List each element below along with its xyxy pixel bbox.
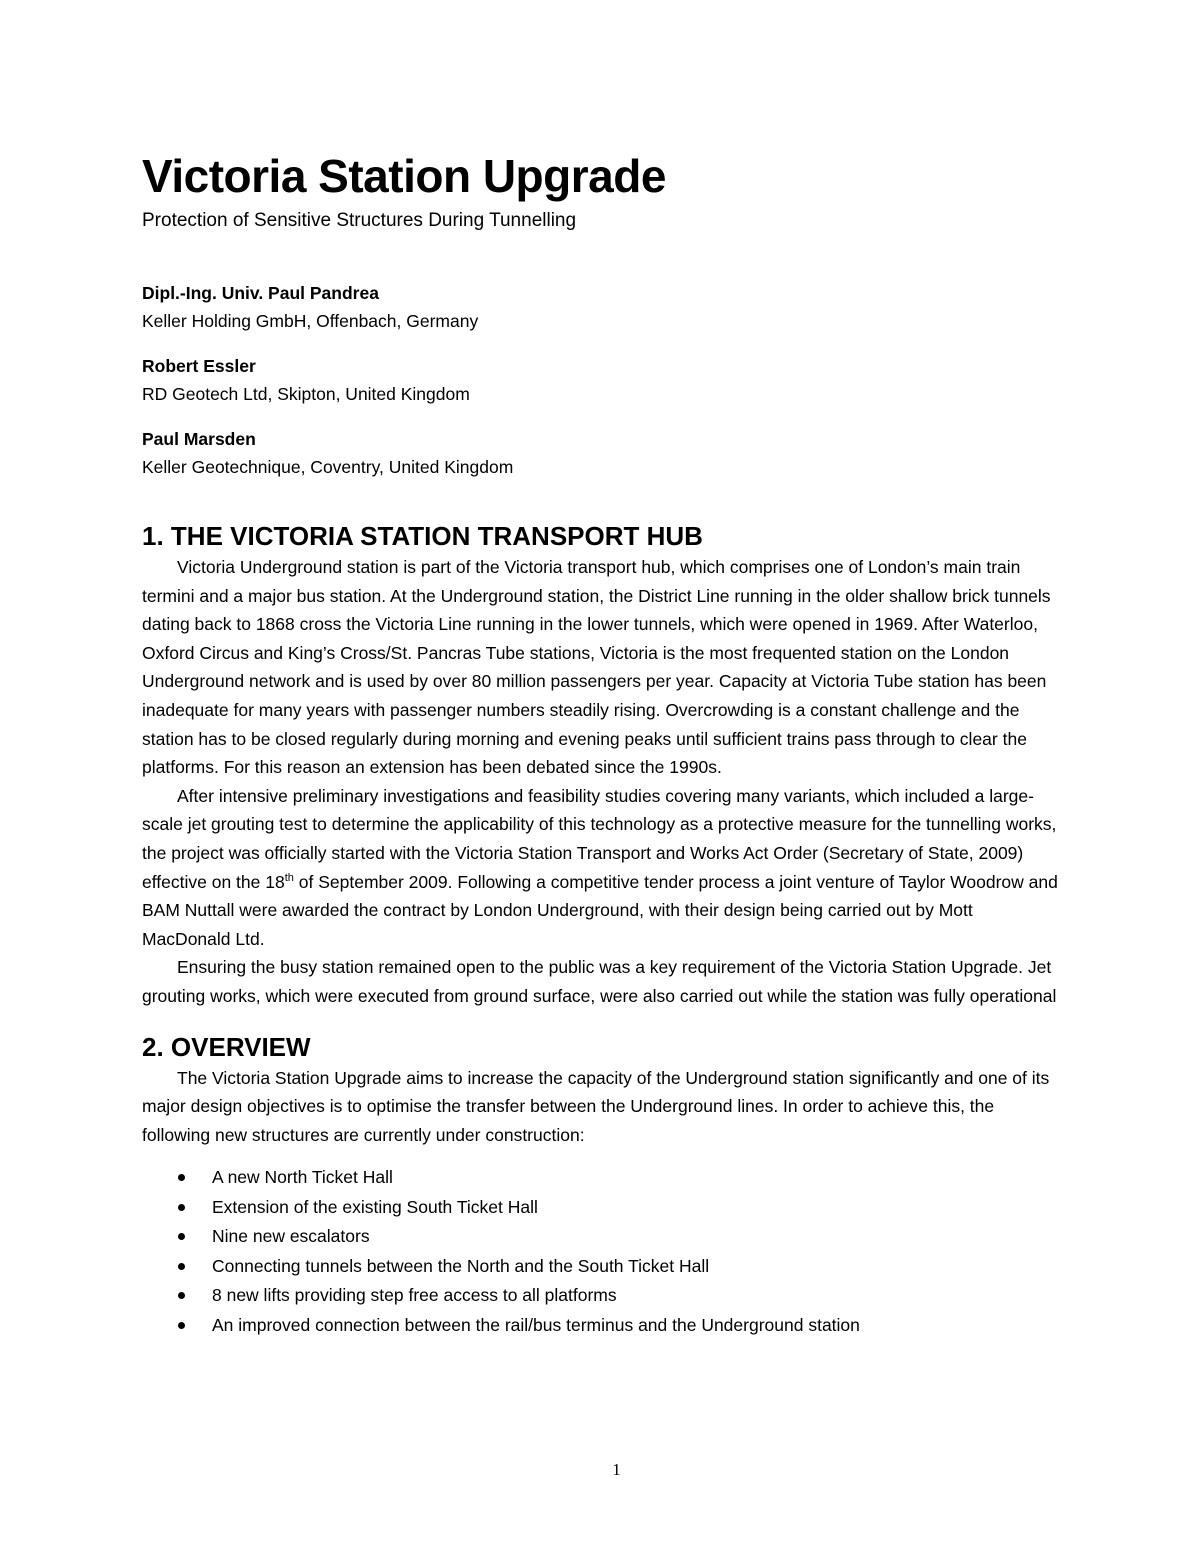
bullet-list <box>142 1163 1062 1340</box>
list-item <box>142 1222 1062 1252</box>
author-block <box>142 279 1062 335</box>
list-item-text: An improved connection between the rail/bus terminus and the Underground station <box>212 1314 860 1335</box>
list-item <box>142 1193 1062 1223</box>
superscript: th <box>284 871 294 884</box>
bullet-icon <box>178 1204 185 1211</box>
author-affiliation: Keller Holding GmbH, Offenbach, Germany <box>142 311 479 331</box>
list-item-text: 8 new lifts providing step free access to all platforms <box>212 1285 617 1306</box>
author-affiliation: RD Geotech Ltd, Skipton, United Kingdom <box>142 384 470 404</box>
paragraph: The Victoria Station Upgrade aims to increase the capacity of the Underground station significantly and one of its major design objectives is to optimise the transfer between the Underground lines. In order to achieve this, the following new structures are currently under construction: <box>142 1067 1050 1145</box>
author-name: Paul Marsden <box>142 429 256 449</box>
paragraph: Victoria Underground station is part of the Victoria transport hub, which comprises one of London’s main train termini and a major bus station. At the Underground station, the District Line running in the older shallow brick tunnels dating back to 1868 cross the Victoria Line running in the lower tunnels, which were opened in 1969. After Waterloo, Oxford Circus and King’s Cross/St. Pancras Tube stations, Victoria is the most frequented station on the London Underground network and is used by over 80 million passengers per year. Capacity at Victoria Tube station has been inadequate for many years with passenger numbers steadily rising. Overcrowding is a constant challenge and the station has to be closed regularly during morning and evening peaks until sufficient trains pass through to clear the platforms. For this reason an extension has been debated since the 1990s. <box>142 557 1051 778</box>
section-heading-overview: 2. OVERVIEW <box>142 1031 311 1062</box>
author-name: Dipl.-Ing. Univ. Paul Pandrea <box>142 283 379 303</box>
list-item-text: Extension of the existing South Ticket Hall <box>212 1196 538 1217</box>
list-item <box>142 1311 1062 1341</box>
author-block <box>142 425 1062 481</box>
author-block <box>142 352 1062 408</box>
paragraph <box>142 782 1062 954</box>
section-heading-transport-hub: 1. THE VICTORIA STATION TRANSPORT HUB <box>142 521 703 551</box>
paragraph-text: After intensive preliminary investigations and feasibility studies covering many variants, which included a large-scale jet grouting test to determine the applicability of this technology as a protective measure for the tunnelling works, the project was officially started with the Victoria Station Transport and Works Act Order (Secretary of State, 2009) effective on the 18 <box>142 785 1057 892</box>
bullet-icon <box>178 1292 185 1299</box>
list-item-text: Connecting tunnels between the North and the South Ticket Hall <box>212 1255 710 1276</box>
list-item <box>142 1163 1062 1193</box>
list-item <box>142 1281 1062 1311</box>
bullet-icon <box>178 1263 185 1270</box>
page-title: Victoria Station Upgrade <box>142 150 666 202</box>
page-subtitle: Protection of Sensitive Structures During Tunnelling <box>142 210 577 231</box>
author-affiliation: Keller Geotechnique, Coventry, United Kingdom <box>142 457 514 477</box>
page-number: 1 <box>612 1460 621 1479</box>
paragraph: Ensuring the busy station remained open to the public was a key requirement of the Victoria Station Upgrade. Jet grouting works, which were executed from ground surface, were also carried out while the station was fully operational <box>142 957 1057 1006</box>
bullet-icon <box>178 1322 185 1329</box>
list-item <box>142 1252 1062 1282</box>
page-content <box>142 145 1062 1340</box>
author-list <box>142 279 1062 481</box>
bullet-icon <box>178 1174 185 1181</box>
bullet-icon <box>178 1233 185 1240</box>
list-item-text: Nine new escalators <box>212 1226 370 1247</box>
author-name: Robert Essler <box>142 356 256 376</box>
list-item-text: A new North Ticket Hall <box>212 1167 393 1188</box>
paragraph-text: of September 2009. Following a competitive tender process a joint venture of Taylor Woodrow and BAM Nuttall were awarded the contract by London Underground, with their design being carried out by Mott MacDonald Ltd. <box>142 871 1058 949</box>
